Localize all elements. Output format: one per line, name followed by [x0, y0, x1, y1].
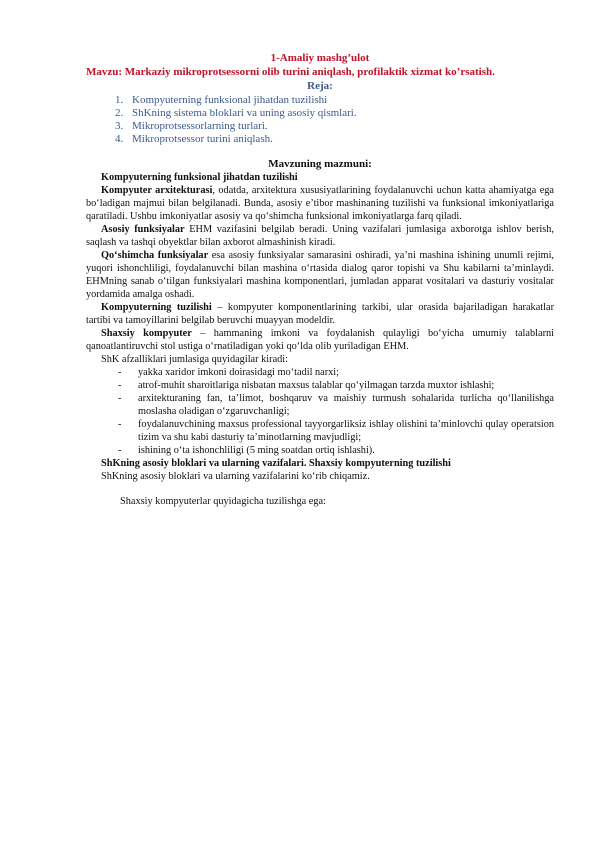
topic-line: Mavzu: Markaziy mikroprotsessorni olib turini aniqlash, profilaktik xizmat ko’rsatish. [86, 66, 495, 78]
document-page [86, 52, 554, 508]
plan-item: 1. Kompyuterning funksional jihatdan tuzilishi [126, 94, 554, 107]
section-title: Kompyuterning funksional jihatdan tuzilishi [101, 172, 298, 183]
term: Kompyuterning tuzilishi [101, 302, 212, 313]
paragraph [86, 223, 554, 249]
list-item: - atrof-muhit sharoitlariga nisbatan maxsus talablar qo‘yilmagan tarzda muxtor ishlashi; [122, 379, 554, 392]
paragraph [86, 249, 554, 301]
plan-list [86, 94, 554, 146]
term: Asosiy funksiyalar [101, 224, 185, 235]
term: Kompyuter arxitekturasi [101, 185, 213, 196]
paragraph-text: – kompyuter komponentlarining tarkibi, ular orasida bajariladigan harakatlar tartibi va tamoyillarini belgilab beruvchi muayyan modeldir. [86, 302, 554, 326]
advantages-list [86, 366, 554, 457]
plan-item: 3. Mikroprotsessorlarning turlari. [126, 120, 554, 133]
term: Shaxsiy kompyuter [101, 328, 192, 339]
paragraph: ShKning asosiy bloklari va ularning vazifalarini ko‘rib chiqamiz. [101, 471, 370, 482]
paragraph-text: EHM vazifasini belgilab beradi. Uning vazifalari jumlasiga axborotga ishlov berish, saqlash va tashqi obyektlar bilan axborot almashinish kiradi. [86, 224, 554, 248]
paragraph-text: , odatda, arxitektura xususiyatlarining foydalanuvchi uchun katta ahamiyatga ega bo‘ladigan majmui bilan belgilanadi. Bunda, asosiy e’tibor mashinaning tuzilishi va funksional imkoniyatlariga qaratiladi. Ushbu imkoniyatlar asosiy va qo‘shimcha funksional imkoniyatlarga farq qiladi. [86, 185, 554, 222]
plan-item: 2. ShKning sistema bloklari va uning asosiy qismlari. [126, 107, 554, 120]
content-heading: Mavzuning mazmuni: [268, 158, 372, 170]
list-item: - ishining o‘ta ishonchliligi (5 ming soatdan ortiq ishlashi). [122, 444, 554, 457]
section-title: ShKning asosiy bloklari va ularning vazifalari. Shaxsiy kompyuterning tuzilishi [101, 458, 451, 469]
paragraph-text: – hammaning imkoni va foydalanish qulayligi bo‘yicha umumiy talablarni qanoatlantiruvchi stol ustiga o‘rnatiladigan yoki qo‘lda olib yuriladigan EHM. [86, 328, 555, 352]
plan-heading: Reja: [307, 80, 333, 92]
paragraph [86, 327, 554, 353]
list-item: - yakka xaridor imkoni doirasidagi mo‘tadil narxi; [122, 366, 554, 379]
paragraph [86, 301, 554, 327]
paragraph [86, 184, 554, 223]
list-item: - arxitekturaning fan, ta’limot, boshqaruv va maishiy turmush sohalarida turlicha qo‘llanilishga moslasha oladigan o‘zgaruvchanligi; [122, 392, 554, 418]
paragraph-text: esa asosiy funksiyalar samarasini oshiradi, ya’ni mashina ishining unumli rejimi, yuqori ishonchliligi, foydalanuvchi bilan mashina o‘rtasida dialog qaror topishi va Shu kabilarni ta’minlaydi. EHMning sanab o‘tilgan funksiyalari mashina komponentlari, jumladan apparat vositalari va dasturiy vositalar yordamida amalga oshadi. [86, 250, 554, 300]
paragraph: ShK afzalliklari jumlasiga quyidagilar kiradi: [101, 354, 289, 365]
paragraph: Shaxsiy kompyuterlar quyidagicha tuzilishga ega: [120, 496, 326, 507]
plan-item: 4. Mikroprotsessor turini aniqlash. [126, 133, 554, 146]
term: Qo‘shimcha funksiyalar [101, 250, 209, 261]
list-item: - foydalanuvchining maxsus professional tayyorgarliksiz ishlay olishini ta’minlovchi qulay operatsion tizim va shu kabi dasturiy ta’minotlarning mavjudligi; [122, 418, 554, 444]
document-title: 1-Amaliy mashg’ulot [270, 52, 370, 64]
